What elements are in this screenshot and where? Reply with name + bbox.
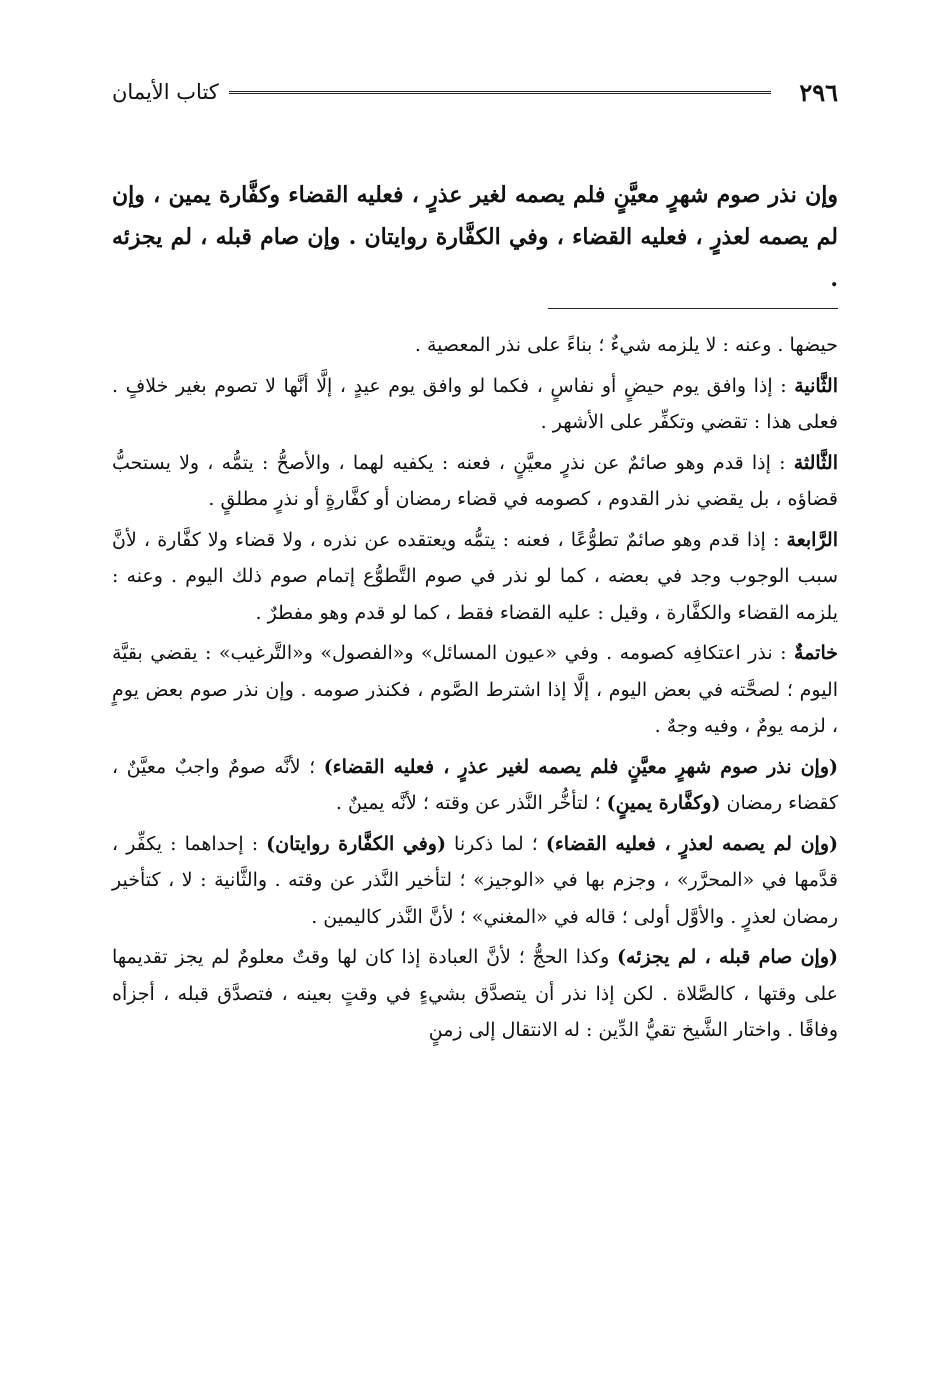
page-number: ٢٩٦ [799,77,838,107]
paragraph-text: : نذر اعتكافِه كصومه . وفي «عيون المسائل» و«الفصول» و«التَّرغيب» : يقضي بقيَّة اليوم ؛ لصحَّته في بعض اليوم ، إلَّا إذا اشترط الصَّوم ، فكنذر صومه . وإن نذر صوم بعض يومٍ ، لزمه يومٌ ، وفيه وجهٌ . [112,642,838,737]
paragraph-text: ؛ لما ذكرنا [445,832,546,855]
commentary-paragraph [112,939,838,1049]
matn-text: وإن نذر صوم شهرٍ معيَّنٍ فلم يصمه لغير عذرٍ ، فعليه القضاء وكفَّارة يمين ، وإن لم يصمه لعذرٍ ، فعليه القضاء ، وفي الكفَّارة روايتان . وإن صام قبله ، لم يجزئه . [112,182,838,292]
commentary-paragraph [112,327,838,364]
paragraph-text: : إذا قدم وهو صائمٌ تطوُّعًا ، فعنه : يتمُّه ويعتقده عن نذره ، ولا قضاء ولا كفَّارة ، لأنَّ سبب الوجوب وجد في بعضه ، كما لو نذر في صوم التَّطوُّع إتمام صوم ذلك اليوم . وعنه : يلزمه القضاء والكفَّارة ، وقيل : عليه القضاء فقط ، كما لو قدم وهو مفطرٌ . [112,528,838,624]
commentary-paragraph [112,368,838,441]
paragraph-text: وكذا الحجُّ ؛ لأنَّ العبادة إذا كان لها وقتٌ معلومٌ لم يجز تقديمها على وقتها ، كالصَّلاة . لكن إذا نذر أن يتصدَّق بشيءٍ في وقتٍ بعينه ، فتصدَّق قبله ، أجزأه وفاقًا . واختار الشَّيخ تقيُّ الدِّين : له الانتقال إلى زمنٍ [112,946,838,1041]
paragraph-text: ؛ لتأخُّر النَّذر عن وقته ؛ لأنَّه يمينٌ . [335,792,607,814]
commentary-paragraph [112,445,838,518]
paragraph-text: حيضها . وعنه : لا يلزمه شيءٌ ؛ بناءً على نذر المعصية . [414,334,838,356]
paragraph-text: ؛ لأنَّه صومٌ واجبٌ معيَّنٌ ، كقضاء رمضان [112,755,838,814]
matn-quote: (وإن لم يصمه لعذرٍ ، فعليه القضاء) [545,832,838,855]
paragraph-lead: الثَّالثة [793,451,838,474]
matn-quote: (وكفَّارة يمينٍ) [606,792,721,814]
book-page [112,72,838,1374]
matn-separator [548,308,838,309]
paragraph-text: : إحداهما : يكفِّر ، قدَّمها في «المحرَّر» ، وجزم بها في «الوجيز» ؛ لتأخير النَّذر عن وقته . والثَّانية : لا ، كتأخير رمضان لعذرٍ . والأوَّل أولى ؛ قاله في «المغني» ؛ لأنَّ النَّذر كاليمين . [112,832,838,928]
commentary-paragraph [112,522,838,632]
matn-quote: (وإن صام قبله ، لم يجزئه) [617,946,838,968]
header-rule [229,91,772,94]
commentary-paragraph [112,635,838,745]
paragraph-lead: خاتمةٌ [794,642,838,664]
commentary-paragraph [112,749,838,822]
paragraph-lead: الثَّانية [794,374,838,397]
paragraph-text: : إذا وافق يوم حيضٍ أو نفاسٍ ، فكما لو وافق يوم عيدٍ ، إلَّا أنَّها لا تصوم بغير خلافٍ . فعلى هذا : تقضي وتكفِّر على الأشهر . [112,374,838,433]
paragraph-text: : إذا قدم وهو صائمٌ عن نذرٍ معيَّنٍ ، فعنه : يكفيه لهما ، والأصحُّ : يتمُّه ، ولا يستحبُّ قضاؤه ، بل يقضي نذر القدوم ، كصومه في قضاء رمضان أو كفَّارةٍ أو نذرٍ مطلقٍ . [112,451,838,510]
page-header [112,72,838,112]
paragraph-lead: الرَّابعة [786,528,838,551]
matn-quote: (وإن نذر صوم شهرٍ معيَّنٍ فلم يصمه لغير عذرٍ ، فعليه القضاء) [323,755,838,778]
commentary [112,327,838,1049]
running-title: كتاب الأيمان [112,80,219,104]
matn-quote: (وفي الكفَّارة روايتان) [266,832,446,855]
commentary-paragraph [112,826,838,936]
